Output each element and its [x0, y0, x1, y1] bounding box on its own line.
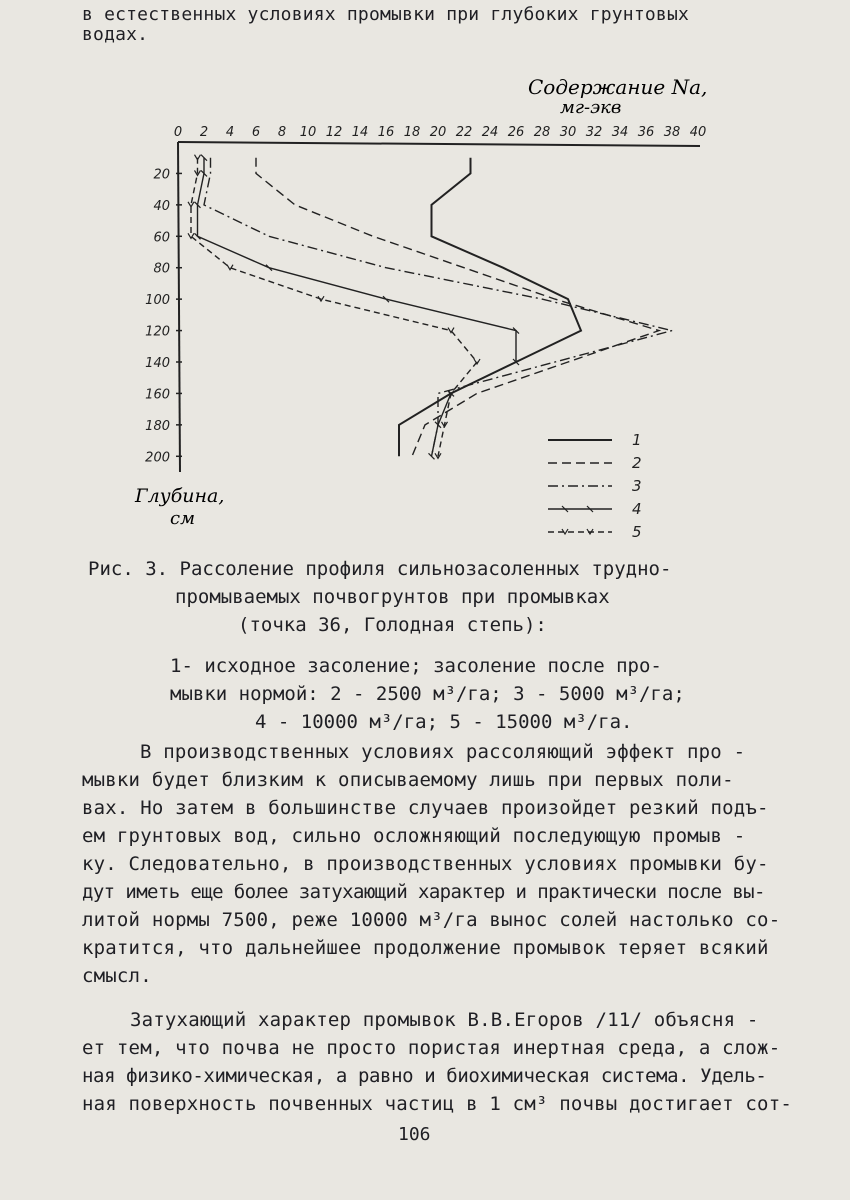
x-axis: [178, 142, 700, 146]
top-text-line-1: в естественных условиях промывки при глубоких грунтовых: [82, 4, 690, 25]
x-tick-label: 16: [377, 125, 395, 140]
y-tick-label: 200: [145, 450, 170, 466]
series-5-marker: [195, 155, 201, 160]
chart-title-line-2: мг-экв: [560, 97, 622, 118]
x-tick-label: 2: [199, 125, 209, 140]
y-tick-label: 140: [145, 356, 170, 371]
y-tick-label: 180: [145, 418, 170, 434]
legend-label-3: 3: [632, 477, 642, 495]
series-2-line: [256, 158, 659, 457]
x-tick-label: 28: [533, 125, 551, 140]
legend-label-5: 5: [632, 523, 642, 541]
y-tick-label: 20: [153, 167, 170, 183]
x-tick-label: 14: [351, 125, 369, 140]
page-number: 106: [398, 1124, 431, 1145]
body-p1-line-8: кратится, что дальнейшее продолжение промывок теряет всякий: [82, 937, 769, 959]
figure-caption-line-1: Рис. 3. Рассоление профиля сильнозасоленных трудно-: [88, 558, 672, 580]
body-p1-line-5: ку. Следовательно, в производственных условиях промывки бу-: [82, 853, 769, 875]
body-p1-line-7: литой нормы 7500, реже 10000 м³/га вынос солей настолько со-: [82, 909, 781, 931]
figure-caption-line-2: промываемых почвогрунтов при промывках: [175, 586, 610, 608]
legend-marker-5: [562, 529, 568, 534]
y-tick-label: 60: [153, 230, 170, 246]
x-tick-label: 32: [585, 125, 603, 140]
body-p1-line-2: мывки будет близким к описываемому лишь при первых поли-: [82, 769, 734, 791]
y-tick-label: 120: [145, 324, 170, 340]
x-tick-label: 36: [637, 125, 655, 140]
body-p1-line-1: В производственных условиях рассоляющий эффект про -: [140, 741, 746, 763]
x-tick-label: 38: [663, 125, 681, 140]
body-p1-line-4: ем грунтовых вод, сильно осложняющий последующую промыв -: [82, 825, 746, 847]
y-tick-labels: [145, 167, 182, 465]
figure-caption-line-3: (точка 36, Голодная степь):: [238, 614, 547, 636]
body-p2-line-4: ная поверхность почвенных частиц в 1 см³ почвы достигает сот-: [82, 1093, 792, 1115]
series-lines: [188, 155, 672, 460]
legend-label-4: 4: [632, 500, 642, 518]
series-5-marker: [448, 328, 454, 333]
body-p2-line-1: Затухающий характер промывок В.В.Егоров /11/ объясня -: [130, 1009, 759, 1031]
top-text-line-2: водах.: [82, 24, 149, 45]
desalination-chart: [0, 0, 850, 560]
series-1-line: [399, 158, 581, 457]
x-tick-label: 20: [429, 125, 447, 140]
series-5-marker: [474, 359, 480, 364]
body-p2-line-2: ет тем, что почва не просто пористая инертная среда, а слож-: [82, 1037, 781, 1059]
series-4-line: [198, 158, 517, 457]
x-tick-label: 4: [225, 125, 235, 140]
y-axis-label-line-1: Глубина,: [135, 485, 225, 507]
x-tick-label: 34: [611, 125, 629, 140]
x-tick-label: 24: [481, 125, 499, 140]
body-p1-line-9: смысл.: [82, 965, 152, 987]
x-tick-label: 18: [403, 125, 421, 140]
x-tick-label: 10: [299, 125, 317, 140]
chart-legend: [548, 431, 642, 541]
body-p2-line-3: ная физико-химическая, а равно и биохимическая система. Удель-: [82, 1065, 767, 1087]
chart-title-line-1: Содержание Na,: [528, 75, 708, 99]
caption-note-line-3: 4 - 10000 м³/га; 5 - 15000 м³/га.: [255, 711, 633, 733]
y-tick-label: 80: [153, 261, 170, 277]
body-p1-line-3: вах. Но затем в большинстве случаев произойдет резкий подъ-: [82, 797, 769, 819]
y-axis-label-line-2: см: [170, 508, 196, 529]
y-tick-label: 100: [145, 293, 170, 309]
caption-note-line-1: 1- исходное засоление; засоление после про-: [170, 655, 662, 677]
x-tick-label: 40: [689, 125, 707, 140]
legend-label-2: 2: [632, 454, 642, 472]
legend-label-1: 1: [632, 431, 642, 449]
y-tick-label: 40: [153, 198, 170, 214]
x-tick-label: 26: [507, 125, 525, 140]
x-tick-label: 0: [173, 125, 183, 140]
x-tick-label: 30: [559, 125, 577, 140]
y-tick-label: 160: [145, 387, 170, 403]
series-3-line: [204, 158, 672, 457]
y-axis: [178, 142, 180, 472]
body-p1-line-6: дут иметь еще более затухающий характер и практически после вы-: [82, 881, 765, 903]
x-tick-label: 12: [325, 125, 343, 140]
caption-note-line-2: мывки нормой: 2 - 2500 м³/га; 3 - 5000 м³/га;: [170, 683, 685, 705]
x-tick-label: 22: [455, 125, 473, 140]
x-tick-labels: [174, 125, 706, 140]
x-tick-label: 6: [251, 125, 261, 140]
x-tick-label: 8: [277, 125, 287, 140]
